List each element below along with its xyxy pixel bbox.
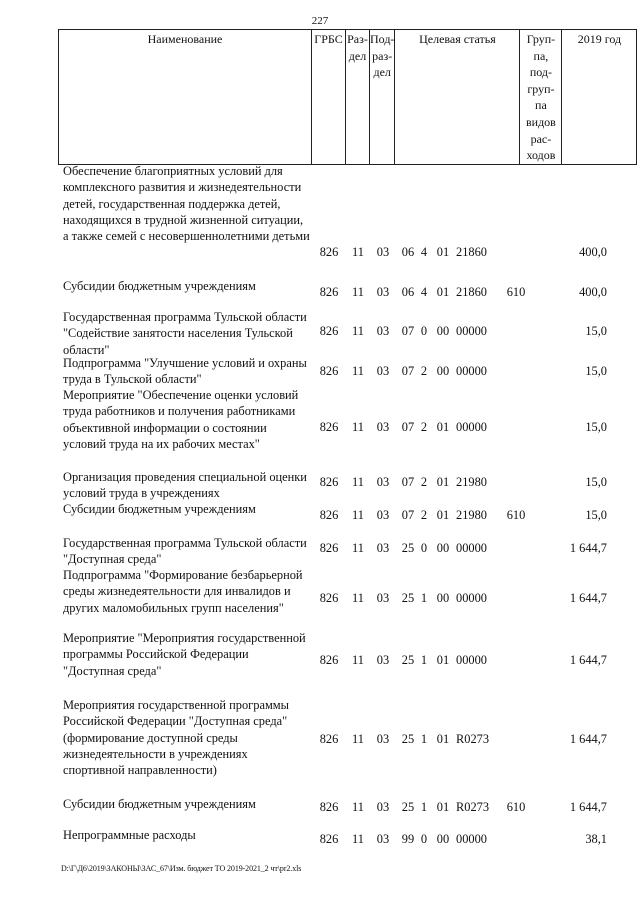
row-podrazdel: 03 [376,245,390,259]
row-target-program: 07 [401,420,415,434]
row-amount: 1 644,7 [569,800,607,814]
table-row [0,827,640,847]
row-target-program: 06 [401,285,415,299]
row-vr: 610 [506,285,526,299]
row-target-program: 25 [401,591,415,605]
row-target-direction: 21980 [456,475,487,489]
row-vr: 610 [506,800,526,814]
row-target-event: 01 [436,285,450,299]
row-target-direction: R0273 [456,732,490,746]
table-row [0,387,640,451]
row-podrazdel: 03 [376,420,390,434]
row-target-program: 07 [401,475,415,489]
row-podrazdel: 03 [376,475,390,489]
row-target-subprogram: 0 [420,324,428,338]
row-target-event: 01 [436,245,450,259]
row-grbs: 826 [319,245,339,259]
row-razdel: 11 [352,364,364,378]
row-target-subprogram: 0 [420,832,428,846]
header-vr: Груп- па, под- груп- па видов рас- ходов [520,30,562,165]
header-grbs: ГРБС [312,30,346,165]
table-row [0,567,640,615]
row-target-subprogram: 1 [420,653,428,667]
row-name: Мероприятие "Мероприятия государственной программы Российской Федерации "Доступная среда" [63,631,306,678]
table-row [0,535,640,567]
table-row [0,163,640,260]
row-podrazdel: 03 [376,364,390,378]
row-target-direction: 21860 [456,285,487,299]
row-target-direction: 00000 [456,420,487,434]
row-target-subprogram: 4 [420,245,428,259]
row-podrazdel: 03 [376,508,390,522]
row-amount: 15,0 [585,475,607,489]
row-razdel: 11 [352,508,364,522]
row-target-program: 99 [401,832,415,846]
row-name: Субсидии бюджетным учреждениям [63,797,256,811]
row-target-event: 01 [436,732,450,746]
table-row [0,501,640,523]
header-target: Целевая статья [395,30,520,165]
table-row [0,278,640,300]
row-podrazdel: 03 [376,653,390,667]
row-amount: 15,0 [585,324,607,338]
row-target-program: 25 [401,653,415,667]
page-number: 227 [311,15,329,27]
row-grbs: 826 [319,508,339,522]
row-name: Субсидии бюджетным учреждениям [63,279,256,293]
row-amount: 15,0 [585,420,607,434]
row-target-event: 01 [436,508,450,522]
row-grbs: 826 [319,285,339,299]
row-amount: 1 644,7 [569,732,607,746]
row-podrazdel: 03 [376,591,390,605]
row-target-subprogram: 1 [420,732,428,746]
row-target-direction: 00000 [456,324,487,338]
row-razdel: 11 [352,285,364,299]
row-podrazdel: 03 [376,285,390,299]
row-amount: 15,0 [585,508,607,522]
row-grbs: 826 [319,800,339,814]
header-name: Наименование [59,30,312,165]
row-grbs: 826 [319,475,339,489]
row-target-direction: 00000 [456,653,487,667]
row-target-program: 25 [401,800,415,814]
table-row [0,469,640,501]
row-target-subprogram: 0 [420,541,428,555]
row-target-event: 00 [436,832,450,846]
row-target-program: 07 [401,508,415,522]
row-amount: 1 644,7 [569,541,607,555]
row-target-event: 01 [436,653,450,667]
row-podrazdel: 03 [376,541,390,555]
header-year: 2019 год [562,30,637,165]
row-razdel: 11 [352,324,364,338]
row-target-event: 00 [436,591,450,605]
row-razdel: 11 [352,245,364,259]
row-name: Мероприятия государственной программы Российской Федерации "Доступная среда" (формирование доступной среды жизнедеятельности в учреждениях спортивной направленности) [63,698,289,778]
header-podrazdel: Под- раз- дел [370,30,395,165]
row-podrazdel: 03 [376,800,390,814]
row-razdel: 11 [352,800,364,814]
row-grbs: 826 [319,541,339,555]
row-target-direction: R0273 [456,800,490,814]
row-name: Государственная программа Тульской области "Доступная среда" [63,536,307,567]
table-row [0,796,640,815]
row-target-program: 06 [401,245,415,259]
row-amount: 400,0 [579,245,607,259]
row-grbs: 826 [319,591,339,605]
row-razdel: 11 [352,591,364,605]
row-target-subprogram: 2 [420,508,428,522]
row-target-event: 01 [436,800,450,814]
row-name: Обеспечение благоприятных условий для комплексного развития и жизнедеятельности детей, государственная поддержка детей, находящихся в трудной жизненной ситуации, а также семей с несовершеннолетними детьми [63,164,310,244]
row-name: Мероприятие "Обеспечение оценки условий труда работников и получения работниками объективной информации о состоянии условий труда на их рабочих местах" [63,388,299,451]
row-name: Государственная программа Тульской области "Содействие занятости населения Тульской области" [63,310,307,357]
row-razdel: 11 [352,475,364,489]
table-row [0,355,640,387]
table-row [0,309,640,357]
row-razdel: 11 [352,420,364,434]
row-name: Организация проведения специальной оценки условий труда в учреждениях [63,470,307,501]
row-target-event: 01 [436,420,450,434]
row-target-direction: 21860 [456,245,487,259]
row-target-event: 00 [436,541,450,555]
row-target-direction: 00000 [456,541,487,555]
row-razdel: 11 [352,541,364,555]
row-target-direction: 21980 [456,508,487,522]
row-podrazdel: 03 [376,732,390,746]
row-amount: 38,1 [585,832,607,846]
row-podrazdel: 03 [376,324,390,338]
row-grbs: 826 [319,653,339,667]
row-amount: 15,0 [585,364,607,378]
row-vr: 610 [506,508,526,522]
row-grbs: 826 [319,324,339,338]
row-razdel: 11 [352,832,364,846]
row-target-event: 00 [436,364,450,378]
row-target-subprogram: 2 [420,364,428,378]
row-target-program: 25 [401,732,415,746]
row-podrazdel: 03 [376,832,390,846]
row-target-program: 07 [401,324,415,338]
row-grbs: 826 [319,420,339,434]
row-target-direction: 00000 [456,832,487,846]
row-target-subprogram: 1 [420,591,428,605]
table-row [0,697,640,778]
row-name: Субсидии бюджетным учреждениям [63,502,256,516]
row-amount: 1 644,7 [569,653,607,667]
row-target-subprogram: 4 [420,285,428,299]
row-target-event: 00 [436,324,450,338]
header-razdel: Раз- дел [346,30,370,165]
row-razdel: 11 [352,732,364,746]
table-row [0,630,640,678]
row-amount: 400,0 [579,285,607,299]
file-path-footer: D:\Г\Д6\2019\ЗАКОНЫ\ЗАС_67\Изм. бюджет ТО 2019-2021_2 чт\pr2.xls [61,864,302,873]
row-grbs: 826 [319,832,339,846]
row-target-subprogram: 1 [420,800,428,814]
row-target-subprogram: 2 [420,420,428,434]
row-name: Непрограммные расходы [63,828,196,842]
row-target-program: 25 [401,541,415,555]
row-target-program: 07 [401,364,415,378]
row-razdel: 11 [352,653,364,667]
row-amount: 1 644,7 [569,591,607,605]
row-target-direction: 00000 [456,364,487,378]
row-grbs: 826 [319,364,339,378]
row-target-event: 01 [436,475,450,489]
row-name: Подпрограмма "Улучшение условий и охраны труда в Тульской области" [63,356,307,387]
row-target-direction: 00000 [456,591,487,605]
row-name: Подпрограмма "Формирование безбарьерной среды жизнедеятельности для инвалидов и других маломобильных групп населения" [63,568,303,615]
row-target-subprogram: 2 [420,475,428,489]
row-grbs: 826 [319,732,339,746]
